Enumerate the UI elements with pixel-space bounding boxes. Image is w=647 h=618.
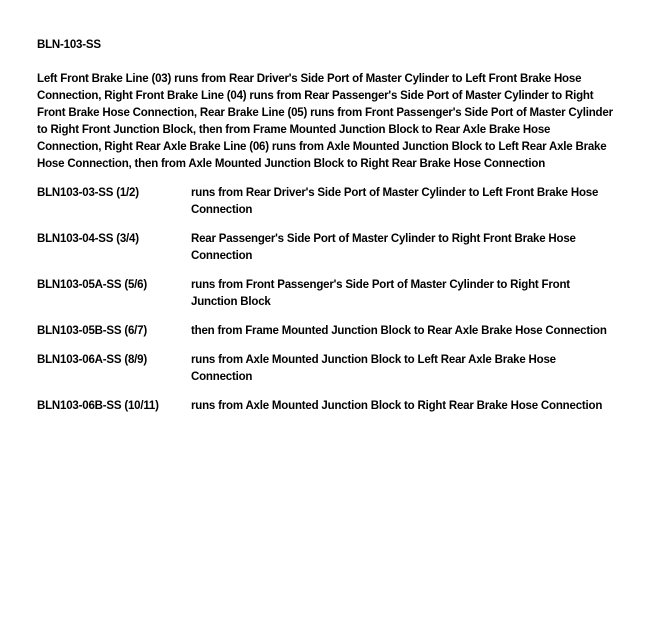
summary-paragraph — [37, 71, 615, 173]
route-row — [37, 231, 615, 265]
route-row — [37, 398, 615, 415]
route-description-line: Rear Passenger's Side Port of Master Cylinder to Right Front Brake Hose — [191, 233, 576, 245]
route-label: BLN103-04-SS (3/4) — [37, 233, 139, 245]
route-description — [191, 323, 615, 340]
route-row — [37, 277, 615, 311]
route-description — [191, 277, 615, 311]
document-title: BLN-103-SS — [37, 39, 101, 51]
route-description — [191, 352, 615, 386]
route-description-line: runs from Rear Driver's Side Port of Master Cylinder to Left Front Brake Hose — [191, 187, 599, 199]
route-label: BLN103-05B-SS (6/7) — [37, 325, 147, 337]
route-description-line: runs from Axle Mounted Junction Block to Right Rear Brake Hose Connection — [191, 400, 603, 412]
summary-line: to Right Front Junction Block, then from Frame Mounted Junction Block to Rear Axle Brake Hose — [37, 124, 551, 136]
route-description-line: Connection — [191, 371, 253, 383]
route-description — [191, 231, 615, 265]
route-description-line: Connection — [191, 204, 253, 216]
route-row — [37, 323, 615, 340]
route-description — [191, 185, 615, 219]
route-description-line: Connection — [191, 250, 253, 262]
summary-line: Hose Connection, then from Axle Mounted Junction Block to Right Rear Brake Hose Connection — [37, 158, 546, 170]
route-row — [37, 352, 615, 386]
summary-line: Connection, Right Front Brake Line (04) runs from Rear Passenger's Side Port of Master Cylinder to Right — [37, 90, 594, 102]
route-list — [37, 185, 615, 415]
route-description-line: runs from Axle Mounted Junction Block to Left Rear Axle Brake Hose — [191, 354, 556, 366]
route-label: BLN103-06A-SS (8/9) — [37, 354, 147, 366]
document-page — [37, 37, 615, 415]
route-description — [191, 398, 615, 415]
summary-line: Connection, Right Rear Axle Brake Line (06) runs from Axle Mounted Junction Block to Left Rear Axle Brake — [37, 141, 607, 153]
summary-line: Left Front Brake Line (03) runs from Rear Driver's Side Port of Master Cylinder to Left Front Brake Hose — [37, 73, 582, 85]
summary-line: Front Brake Hose Connection, Rear Brake Line (05) runs from Front Passenger's Side Port of Master Cylinder — [37, 107, 613, 119]
route-label: BLN103-06B-SS (10/11) — [37, 400, 159, 412]
route-description-line: then from Frame Mounted Junction Block to Rear Axle Brake Hose Connection — [191, 325, 607, 337]
route-description-line: Junction Block — [191, 296, 271, 308]
route-row — [37, 185, 615, 219]
route-label: BLN103-03-SS (1/2) — [37, 187, 139, 199]
route-label: BLN103-05A-SS (5/6) — [37, 279, 147, 291]
route-description-line: runs from Front Passenger's Side Port of Master Cylinder to Right Front — [191, 279, 570, 291]
